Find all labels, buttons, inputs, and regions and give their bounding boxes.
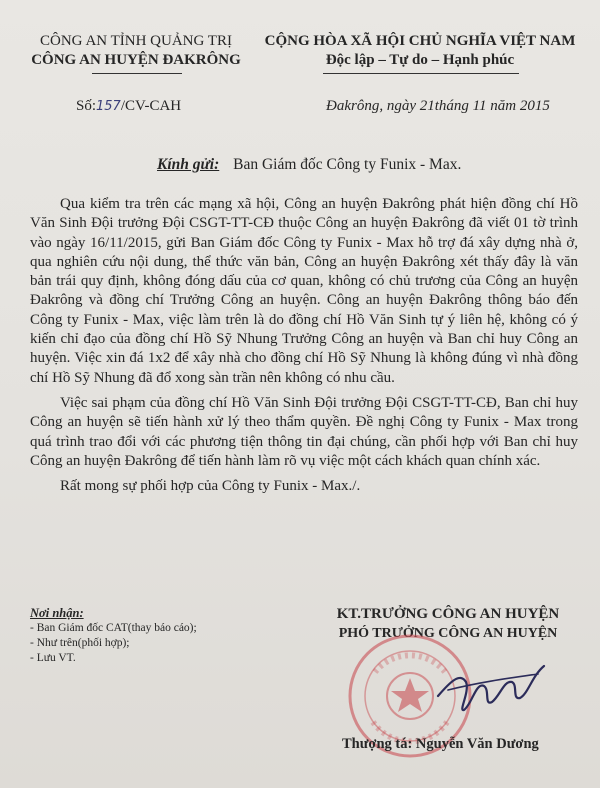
body-paragraph-3: Rất mong sự phối hợp của Công ty Funix - Max./. — [60, 478, 361, 495]
handwritten-signature-icon — [420, 652, 550, 727]
place-date: Đakrông, ngày 21tháng 11 năm 2015 — [326, 98, 550, 114]
national-motto: Độc lập – Tự do – Hạnh phúc — [325, 52, 515, 68]
number-suffix: /CV-CAH — [120, 98, 182, 114]
authority-province: CÔNG AN TỈNH QUẢNG TRỊ — [40, 33, 232, 49]
authority-district: CÔNG AN HUYỆN ĐAKRÔNG — [31, 52, 241, 68]
document-number — [76, 98, 181, 115]
body-paragraph-1: Qua kiểm tra trên các mạng xã hội, Công an huyện Đakrông phát hiện đồng chí Hồ Văn Sinh Đội trưởng Đội CSGT-TT-CĐ thuộc Công an huyện Đakrông đã viết 01 tờ trình vào ngày 16/11/2015, gửi Ban Giám đốc Công ty Funix - Max hỗ trợ đá xây dựng nhà ở, qua nghiên cứu nội dung, thể thức văn bản, Công an huyện Đakrông xét thấy đây là văn bản trái quy định, không đóng dấu của cơ quan, không có chủ trương của Công an huyện Đakrông và đồng chí Trưởng Công an huyện. Công an huyện Đakrông thông báo đến Công ty Funix - Max, việc làm trên là do đồng chí Hồ Văn Sinh tự ý liên hệ, không có ý kiến chỉ đạo của đồng chí Hồ Sỹ Nhung Trưởng Công an huyện và Ban chỉ huy Công an huyện. Việc xin đá 1x2 để xây nhà cho đồng chí Hồ Sỹ Nhung là không đúng vì nhà đồng chí Hồ Sỹ Nhung đã đổ xong sàn trần nên không có nhu cầu. — [30, 196, 578, 386]
handwritten-number: 157 — [96, 99, 121, 114]
header-right-underline — [323, 73, 519, 74]
header-left-underline — [92, 73, 182, 74]
signer-name: Thượng tá: Nguyễn Văn Dương — [342, 736, 539, 752]
body-paragraph-2: Việc sai phạm của đồng chí Hồ Văn Sinh Đội trưởng Đội CSGT-TT-CĐ, Ban chỉ huy Công an huyện sẽ tiến hành xử lý theo thẩm quyền. Đề nghị Công ty Funix - Max trong quá trình trao đổi với các phương tiện thông tin đại chúng, cần phối hợp với Ban chỉ huy Công an huyện Đakrông để tiến hành làm rõ vụ việc một cách khách quan chính xác. — [30, 394, 578, 469]
national-title — [252, 32, 588, 70]
number-prefix: Số: — [76, 98, 97, 114]
recipient-item: - Như trên(phối hợp); — [30, 637, 130, 649]
issuing-authority — [22, 32, 250, 70]
letter-body — [30, 195, 578, 496]
recipient-item: - Ban Giám đốc CAT(thay báo cáo); — [30, 622, 197, 634]
recipients-title: Nơi nhận: — [30, 606, 84, 620]
signature-title-line2: PHÓ TRƯỞNG CÔNG AN HUYỆN — [338, 626, 558, 641]
recipients-block — [30, 606, 197, 666]
national-name: CỘNG HÒA XÃ HỘI CHỦ NGHĨA VIỆT NAM — [264, 33, 576, 49]
addressee-name: Ban Giám đốc Công ty Funix - Max. — [233, 156, 462, 173]
addressee-label: Kính gửi: — [157, 156, 220, 173]
signature-title-line1: KT.TRƯỞNG CÔNG AN HUYỆN — [336, 606, 560, 622]
addressee-line — [157, 156, 461, 174]
recipient-item: - Lưu VT. — [30, 652, 76, 664]
